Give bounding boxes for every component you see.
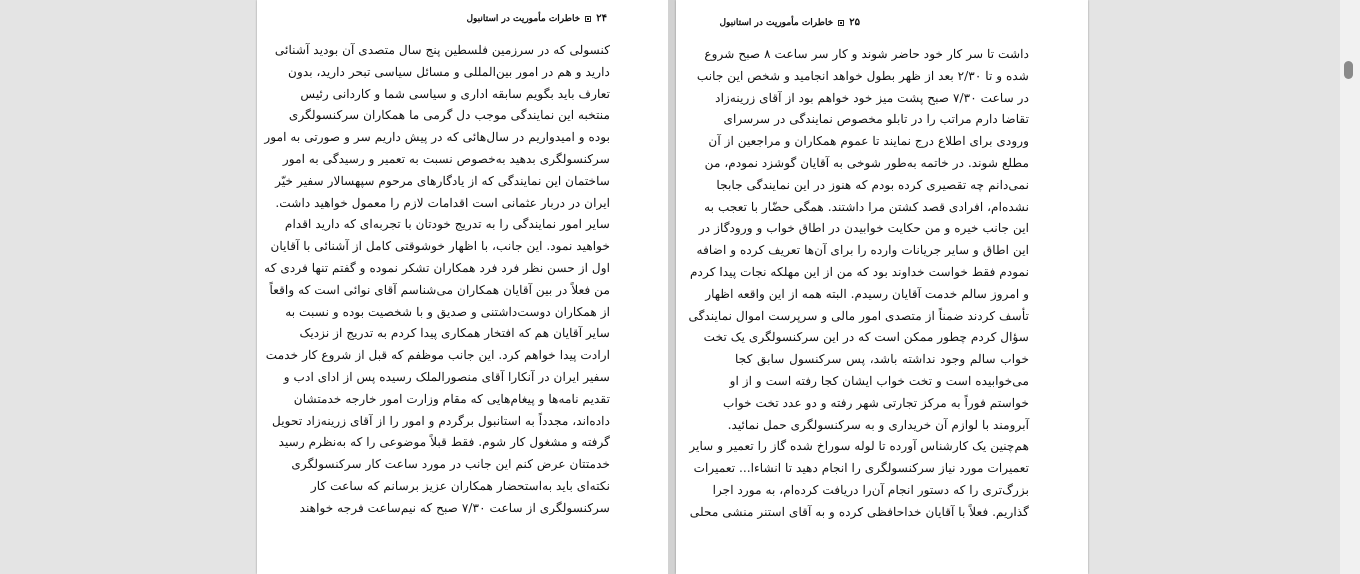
text-line: این جانب خیره و من حکایت خوابیدن در اطاق خواب و ورودگاز در [698,221,1029,236]
text-line: مطلع شوند. در خاتمه به‌طور شوخی به آقایان گوشزد نمودم، من [704,155,1029,170]
text-line: کنسولی که در سرزمین فلسطین پنج سال متصدی آن بودید آشنائی [274,43,610,57]
text-line: تقدیم نامه‌ها و پیغام‌هایی که مقام وزارت امور خارجه خدمتشان [293,391,610,406]
body-text [264,40,610,520]
text-line: خواستم فوراً به مرکز تجارتی شهر رفته و دو عدد تخت خواب [722,395,1029,410]
text-line: خواهید نمود. این جانب، با اظهار خوشوقتی کامل از آشنائی با آقایان [270,239,610,254]
text-line: ساختمان این نمایندگی که از یادگارهای مرحوم سپهسالار سفیر خیّر [275,173,610,188]
page-number: ۲۵ [849,17,860,28]
text-line: هم‌چنین یک کارشناس آورده تا لوله سوراخ شده گاز را تعمیر و سایر [689,439,1029,454]
running-header [719,17,860,28]
page-25 [676,0,1088,574]
text-line: تعارف باید بگویم سابقه اداری و سیاسی شما و کاردانی رئیس [300,86,610,101]
header-separator-icon [838,20,844,26]
text-line: من فعلاً در بین آقایان همکاران می‌شناسم آقای نوائی است که واقعاً [269,282,610,297]
text-line: می‌خوابیده است و تخت خواب ایشان کجا رفته است و از او [729,373,1029,388]
text-line: نمی‌دانم چه تقصیری کرده بودم که هنوز در این نمایندگی جابجا [716,177,1029,192]
text-line: داشت تا سر کار خود حاضر شوند و کار سر ساعت ۸ صبح شروع [704,47,1029,61]
text-line: خدمتتان عرض کنم این جانب در مورد ساعت کار سرکنسولگری [291,457,610,472]
page-number: ۲۴ [596,13,607,24]
text-line: سفیر ایران در آنکارا آقای منصورالملک رسیده پس از ادای ادب و [283,369,610,384]
text-line: ورودی برای اطلاع درج نمایند تا عموم همکاران و مراجعین از آن [708,134,1029,149]
text-line: داده‌اند، مجدداً به استانبول برگردم و امور را از آقای زرینه‌زاد تحویل [272,413,610,428]
text-line: نشده‌ام، افرادی قصد کشتن مرا داشتند. همگی حضّار با تعجب به [704,199,1029,214]
text-line: نکته‌ای باید به‌استحضار همکاران عزیز برسانم که ساعت کار [310,478,610,493]
header-title: خاطرات مأموریت در استانبول [719,17,834,28]
text-line: گذاریم. فعلاً با آقایان خداحافظی کرده و به آقای استنر منشی محلی [689,504,1029,519]
text-line: تعمیرات مورد نیاز سرکنسولگری را انجام دهید تا انشاءا... تعمیرات [693,461,1029,476]
text-line: نمودم فقط خواست خداوند بود که من از این مهلکه نجات پیدا کردم [690,264,1029,279]
text-line: سایر آقایان هم که افتخار همکاری پیدا کردم به تدریج از نزدیک [299,326,610,341]
text-line: سؤال کردم چطور ممکن است که در این سرکنسولگری یک تخت [703,330,1029,345]
text-line: تأسف کردند ضمناً از متصدی امور مالی و سرپرست اموال نمایندگی [688,308,1029,323]
text-line: در ساعت ۷/۳۰ صبح پشت میز خود خواهم بود از آقای زرینه‌زاد [715,90,1029,105]
vertical-scrollbar[interactable] [1340,0,1360,574]
text-line: خواب سالم وجود نداشته باشد، پس سرکنسول سابق کجا [735,352,1029,367]
text-line: اول از حسن نظر فرد فرد همکاران تشکر نموده و گفتم تنها فردی که [264,260,610,275]
text-line: این اطاق و سایر جریانات وارده را برای آن‌ها تعریف کرده و اضافه [696,243,1029,258]
text-line: سایر امور نمایندگی را به تدریج خودتان با تجربه‌ای که دارید اقدام [284,217,610,232]
text-line: منتخبه این نمایندگی موجب دل گرمی ما همکاران سرکنسولگری [288,108,610,123]
text-line: دارید و هم در امور بین‌المللی و مسائل سیاسی تبحر دارید، بدون [288,64,610,79]
text-line: ارادت پیدا خواهم کرد. این جانب موظفم که قبل از شروع کار خدمت [265,348,610,363]
text-line: و امروز سالم خدمت آقایان رسیدم. البته همه از این واقعه اظهار [705,286,1029,301]
text-line: تقاضا دارم مراتب را در تابلو مخصوص نمایندگی در سرسرای [723,112,1029,127]
text-line: ایران در دربار عثمانی است اقدامات لازم را معمول خواهید داشت. [275,195,610,210]
header-title: خاطرات مأموریت در استانبول [466,13,581,24]
text-line: بزرگ‌تری را که دستور انجام آن‌را دریافت کرده‌ام، به مورد اجرا [712,482,1029,497]
page-24 [257,0,668,574]
body-text [688,44,1029,524]
text-line: از همکاران دوست‌داشتنی و صدیق و با شخصیت بوده و نسبت به [285,304,610,319]
running-header [466,13,607,24]
scrollbar-thumb[interactable] [1344,61,1353,79]
page-gutter [668,0,676,574]
header-separator-icon [585,16,591,22]
text-line: گرفته و مشغول کار شوم. فقط قبلاً موضوعی را که به‌نظرم رسید [278,435,610,450]
text-line: آبرومند با لوازم آن خریداری و به سرکنسولگری حمل نمائید. [727,417,1029,432]
text-line: بوده و امیدواریم در سال‌هائی که در پیش داریم سر و صورتی به امور [264,130,610,145]
text-line: سرکنسولگری بدهید به‌خصوص نسبت به تعمیر و رسیدگی به امور [282,151,610,166]
text-line: سرکنسولگری از ساعت ۷/۳۰ صبح که نیم‌ساعت فرجه خواهند [299,500,610,515]
text-line: شده و تا ۲/۳۰ بعد از ظهر بطول خواهد انجامید و شخص این جانب [696,68,1029,83]
